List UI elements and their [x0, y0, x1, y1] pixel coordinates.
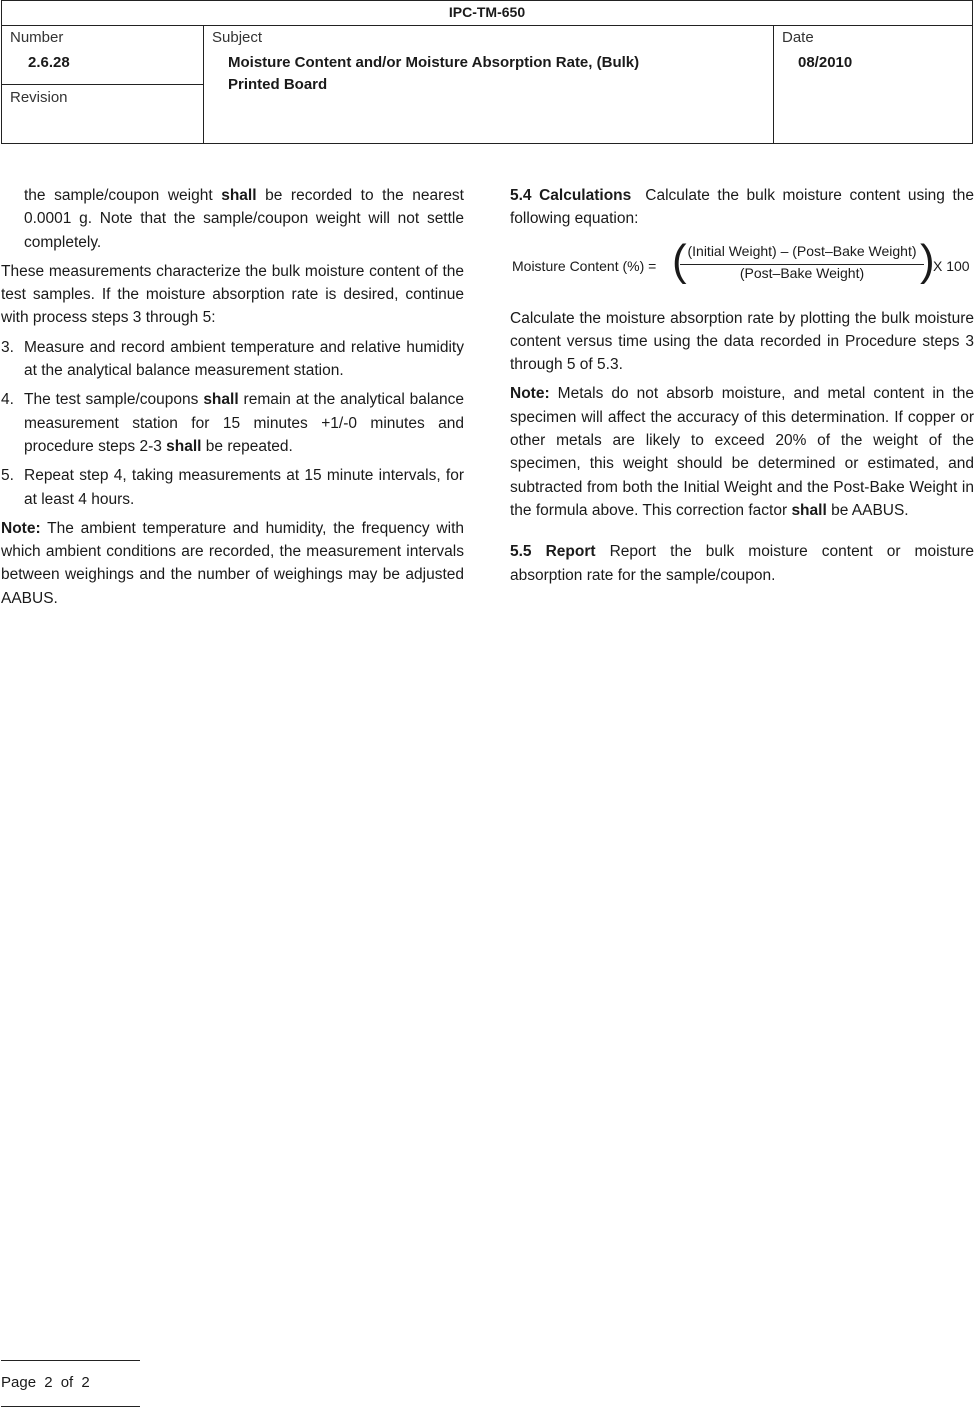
- shall-keyword: shall: [791, 501, 827, 519]
- equation-rhs: X 100: [933, 257, 970, 274]
- step-text: Measure and record ambient temperature and relative humidity at the analytical balance measurement station.: [24, 338, 464, 380]
- note-label: Note:: [1, 519, 41, 537]
- text-run: the sample/coupon weight: [24, 187, 222, 204]
- section-heading-5-4: 5.4 Calculations: [510, 187, 632, 204]
- step-number: 4.: [1, 391, 14, 409]
- subject-line-2: Printed Board: [228, 76, 328, 93]
- paragraph-absorption-rate: Calculate the moisture absorption rate by plotting the bulk moisture content versus time using the data recorded in Procedure steps 3 through 5 of 5.3.: [510, 309, 974, 374]
- shall-keyword: shall: [221, 187, 257, 204]
- note-paragraph-metals: [510, 382, 974, 522]
- subject-line-1: Moisture Content and/or Moisture Absorption Rate, (Bulk): [228, 54, 640, 71]
- right-column: [510, 184, 974, 593]
- revision-cell: [2, 85, 204, 143]
- document-header: [1, 0, 973, 144]
- subject-label: Subject: [212, 29, 263, 46]
- subject-cell: [204, 25, 774, 143]
- number-cell: [2, 25, 204, 85]
- date-label: Date: [782, 29, 814, 46]
- footer-rule-top: [1, 1360, 140, 1361]
- moisture-content-equation: [510, 235, 974, 287]
- left-paren: (: [672, 235, 687, 285]
- list-item-step-3: [1, 336, 464, 383]
- note-text: Metals do not absorb moisture, and metal content in the specimen will affect the accuracy of this determination. If copper or other metals are likely to exceed 20% of the weight of the specimen, this weight should be determined or estimated, and subtracted from both the Initial Weight and the Post-Bake Weight in the formula above. This correction factor: [510, 385, 974, 519]
- shall-keyword: shall: [203, 391, 239, 409]
- list-item-step-5: [1, 464, 464, 511]
- section-text: Report the bulk moisture content or moisture absorption rate for the sample/coupon.: [510, 543, 974, 584]
- step-number: 5.: [1, 467, 14, 485]
- equation-denominator: (Post–Bake Weight): [739, 264, 865, 281]
- date-cell: [774, 25, 972, 143]
- note-label: Note:: [510, 385, 550, 403]
- section-text: Calculate the bulk moisture content using the following equation:: [510, 187, 975, 228]
- section-heading-5-5: 5.5 Report: [510, 543, 596, 561]
- number-value: 2.6.28: [28, 54, 70, 71]
- number-label: Number: [10, 29, 64, 46]
- text-run: be repeated.: [201, 437, 293, 455]
- paragraph-bulk-moisture: These measurements characterize the bulk moisture content of the test samples. If the moisture absorption rate is desired, continue with process steps 3 through 5:: [1, 262, 464, 327]
- text-run: remain at the analytical balance measurement station for 15 minutes +1/-0 minutes and procedure steps 2-3: [24, 391, 464, 455]
- list-item-step-4: [1, 388, 464, 458]
- left-column: [1, 184, 464, 616]
- section-5-5: [510, 540, 974, 587]
- step-number: 3.: [1, 338, 14, 356]
- continued-step-text: [1, 184, 464, 254]
- text-run: be recorded to the nearest 0.0001 g. Note that the sample/coupon weight will not settle completely.: [24, 187, 464, 251]
- page-number: Page 2 of 2: [1, 1374, 90, 1391]
- section-5-4: [510, 184, 974, 231]
- footer-rule-bottom: [1, 1406, 140, 1407]
- equation-lhs: Moisture Content (%) =: [512, 257, 657, 274]
- step-text: Repeat step 4, taking measurements at 15 minute intervals, for at least 4 hours.: [24, 467, 464, 508]
- note-text: be AABUS.: [826, 501, 909, 519]
- shall-keyword: shall: [166, 437, 202, 455]
- revision-label: Revision: [10, 89, 68, 106]
- note-paragraph: [1, 517, 464, 610]
- note-text: The ambient temperature and humidity, the frequency with which ambient conditions are recorded, the measurement intervals between weighings and the number of weighings may be adjusted AABUS.: [1, 519, 464, 607]
- right-paren: ): [920, 235, 935, 285]
- header-title: IPC-TM-650: [2, 1, 972, 26]
- equation-numerator: (Initial Weight) – (Post–Bake Weight): [680, 240, 924, 265]
- date-value: 08/2010: [798, 54, 853, 71]
- text-run: The test sample/coupons: [24, 391, 204, 409]
